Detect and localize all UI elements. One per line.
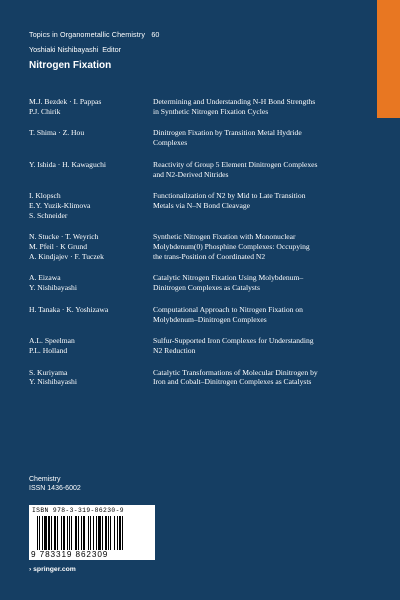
barcode-bar (114, 516, 115, 550)
toc-entry (29, 128, 374, 147)
toc-entry (29, 305, 374, 324)
author-line: Y. Ishida · H. Kawaguchi (29, 159, 107, 169)
chapter-line: Functionalization of N2 by Mid to Late Transition (153, 191, 306, 201)
barcode-bar (61, 516, 62, 550)
chapter-line: N2 Reduction (153, 345, 196, 355)
entry-authors (29, 336, 153, 355)
author-line: Y. Nishibayashi (29, 377, 77, 387)
barcode-bar (78, 516, 79, 550)
entry-authors (29, 97, 153, 116)
entry-chapter-title (153, 368, 374, 387)
publisher-link[interactable]: › springer.com (29, 566, 76, 573)
author-line: E.Y. Yuzik-Klimova (29, 200, 91, 210)
author-line: P.J. Chirik (29, 106, 61, 116)
chapter-line: Computational Approach to Nitrogen Fixation on (153, 304, 303, 314)
entry-authors (29, 273, 153, 292)
issn-label: ISSN 1436-6002 (29, 485, 81, 492)
toc-entry (29, 273, 374, 292)
isbn-text: ISBN 978-3-319-86230-9 (32, 507, 124, 514)
barcode-bar (71, 516, 72, 550)
barcode-bar (88, 516, 89, 550)
entry-authors (29, 191, 153, 220)
barcode-bar (98, 516, 101, 550)
toc-entry (29, 336, 374, 355)
barcode-bar (57, 516, 58, 550)
barcode (29, 505, 155, 560)
entry-chapter-title (153, 336, 374, 355)
author-line: P.L. Holland (29, 345, 68, 355)
chapter-line: Molybdenum–Dinitrogen Complexes (153, 314, 267, 324)
entry-chapter-title (153, 232, 374, 261)
barcode-bar (69, 516, 70, 550)
barcode-bar (110, 516, 111, 550)
author-line: N. Stucke · T. Weyrich (29, 232, 99, 242)
barcode-bar (42, 516, 43, 550)
barcode-bar (117, 516, 118, 550)
barcode-bar (81, 516, 82, 550)
entry-authors (29, 368, 153, 387)
barcode-bar (108, 516, 109, 550)
entry-chapter-title (153, 273, 374, 292)
entry-authors (29, 232, 153, 261)
barcode-bar (75, 516, 77, 550)
barcode-bar (119, 516, 121, 550)
chapter-line: in Synthetic Nitrogen Fixation Cycles (153, 106, 269, 116)
subject-label: Chemistry (29, 476, 61, 483)
author-line: A.L. Speelman (29, 336, 75, 346)
barcode-bar (51, 516, 52, 550)
author-line: A. Kindjajev · F. Tuczek (29, 251, 104, 261)
barcode-digits: 9 783319 862309 (31, 550, 109, 559)
chapter-line: and N2-Derived Nitrides (153, 169, 229, 179)
entry-chapter-title (153, 191, 374, 220)
barcode-bar (48, 516, 50, 550)
chapter-line: Iron and Cobalt–Dinitrogen Complexes as Catalysts (153, 377, 312, 387)
barcode-bar (39, 516, 40, 550)
table-of-contents (29, 97, 374, 399)
barcode-bar (90, 516, 91, 550)
chapter-line: Sulfur-Supported Iron Complexes for Understanding (153, 336, 314, 346)
entry-authors (29, 128, 153, 147)
author-line: H. Tanaka · K. Yoshizawa (29, 304, 109, 314)
barcode-bar (105, 516, 107, 550)
barcode-bar (54, 516, 56, 550)
entry-chapter-title (153, 97, 374, 116)
entry-chapter-title (153, 128, 374, 147)
chapter-line: Dinitrogen Complexes as Catalysts (153, 283, 260, 293)
chapter-line: Catalytic Nitrogen Fixation Using Molybdenum– (153, 273, 304, 283)
barcode-bar (67, 516, 68, 550)
subject-block (29, 475, 81, 493)
author-line: S. Kuriyama (29, 367, 68, 377)
toc-entry (29, 232, 374, 261)
chapter-line: Determining and Understanding N-H Bond Strengths (153, 97, 316, 106)
author-line: I. Klopsch (29, 191, 61, 201)
series-title: Topics in Organometallic Chemistry 60 (29, 30, 160, 39)
toc-entry (29, 191, 374, 220)
entry-chapter-title (153, 305, 374, 324)
toc-entry (29, 368, 374, 387)
chapter-line: Complexes (153, 138, 188, 148)
entry-chapter-title (153, 160, 374, 179)
author-line: S. Schneider (29, 210, 68, 220)
toc-entry (29, 97, 374, 116)
entry-authors (29, 305, 153, 324)
chapter-line: Molybdenum(0) Phosphine Complexes: Occupying (153, 242, 310, 252)
barcode-bar (93, 516, 94, 550)
editor-name: Yoshiaki Nishibayashi Editor (29, 45, 122, 54)
chapter-line: Dinitrogen Fixation by Transition Metal Hydride (153, 128, 302, 138)
barcode-bar (122, 516, 123, 550)
barcode-bar (63, 516, 65, 550)
toc-entry (29, 160, 374, 179)
book-title: Nitrogen Fixation (29, 60, 112, 71)
author-line: A. Eizawa (29, 273, 61, 283)
chapter-line: Synthetic Nitrogen Fixation with Mononuclear (153, 232, 296, 242)
barcode-bar (44, 516, 47, 550)
accent-strip (377, 0, 400, 118)
author-line: M. Pfeil · K Grund (29, 242, 88, 252)
barcode-bar (96, 516, 97, 550)
barcode-bar (37, 516, 38, 550)
barcode-bar (102, 516, 103, 550)
chapter-line: Metals via N–N Bond Cleavage (153, 200, 251, 210)
author-line: M.J. Bezdek · I. Pappas (29, 97, 102, 106)
chapter-line: Reactivity of Group 5 Element Dinitrogen Complexes (153, 159, 318, 169)
chapter-line: Catalytic Transformations of Molecular Dinitrogen by (153, 367, 318, 377)
barcode-bar (83, 516, 85, 550)
author-line: T. Shima · Z. Hou (29, 128, 85, 138)
chapter-line: the trans-Position of Coordinated N2 (153, 251, 266, 261)
author-line: Y. Nishibayashi (29, 283, 77, 293)
entry-authors (29, 160, 153, 179)
barcode-bars (37, 516, 151, 550)
